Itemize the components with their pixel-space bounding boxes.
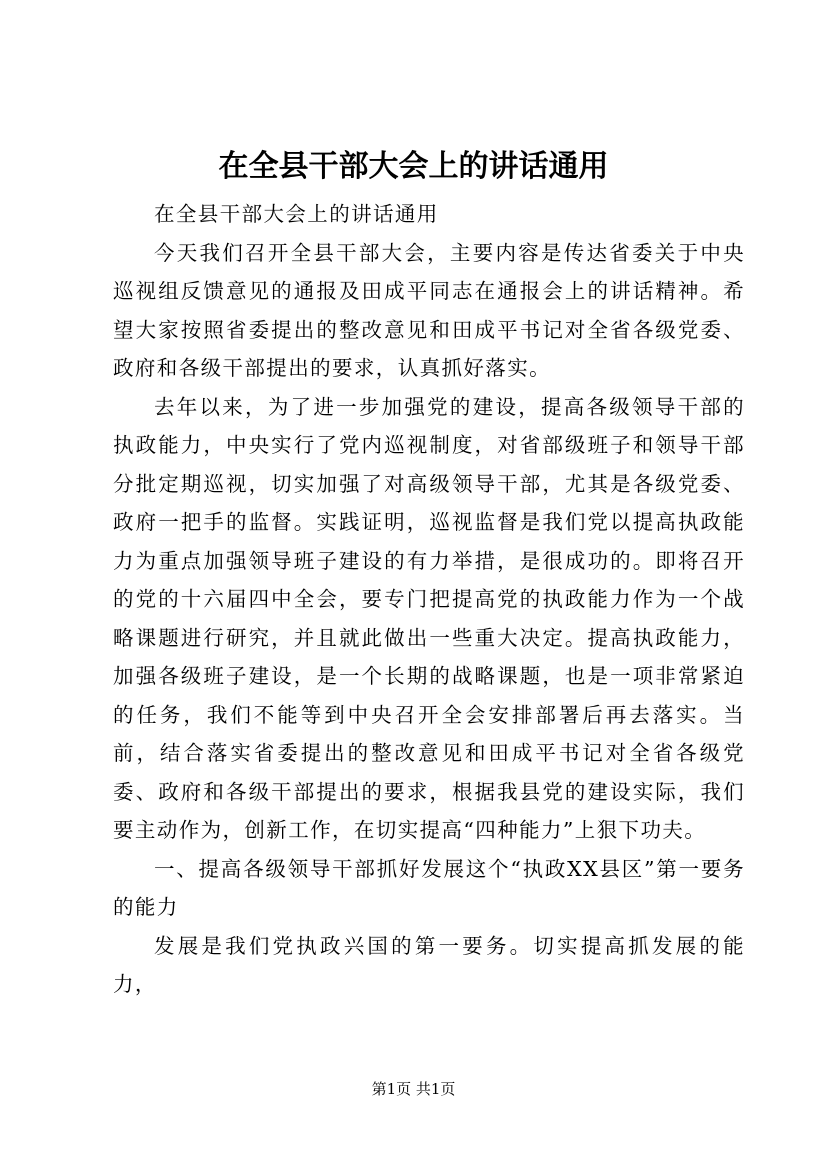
document-title: 在全县干部大会上的讲话通用: [218, 149, 609, 184]
page-footer: 第1页 共1页: [371, 1080, 456, 1098]
section-heading-1: 一、提高各级领导干部抓好发展这个“执政XX县区”第一要务的能力: [113, 856, 745, 919]
document-body: [113, 195, 745, 1004]
paragraph-development: 发展是我们党执政兴国的第一要务。切实提高抓发展的能力，: [113, 933, 745, 996]
paragraph-background: 去年以来，为了进一步加强党的建设，提高各级领导干部的执政能力，中央实行了党内巡视制度，对省部级班子和领导干部分批定期巡视，切实加强了对高级领导干部，尤其是各级党委、政府一把手的监督。实践证明，巡视监督是我们党以提高执政能力为重点加强领导班子建设的有力举措，是很成功的。即将召开的党的十六届四中全会，要专门把提高党的执政能力作为一个战略课题进行研究，并且就此做出一些重大决定。提高执政能力，加强各级班子建设，是一个长期的战略课题，也是一项非常紧迫的任务，我们不能等到中央召开全会安排部署后再去落实。当前，结合落实省委提出的整改意见和田成平书记对全省各级党委、政府和各级干部提出的要求，根据我县党的建设实际，我们要主动作为，创新工作，在切实提高“四种能力”上狠下功夫。: [113, 394, 745, 842]
paragraph-subtitle: 在全县干部大会上的讲话通用: [154, 202, 439, 226]
paragraph-intro: 今天我们召开全县干部大会，主要内容是传达省委关于中央巡视组反馈意见的通报及田成平同志在通报会上的讲话精神。希望大家按照省委提出的整改意见和田成平书记对全省各级党委、政府和各级干部提出的要求，认真抓好落实。: [113, 240, 745, 380]
